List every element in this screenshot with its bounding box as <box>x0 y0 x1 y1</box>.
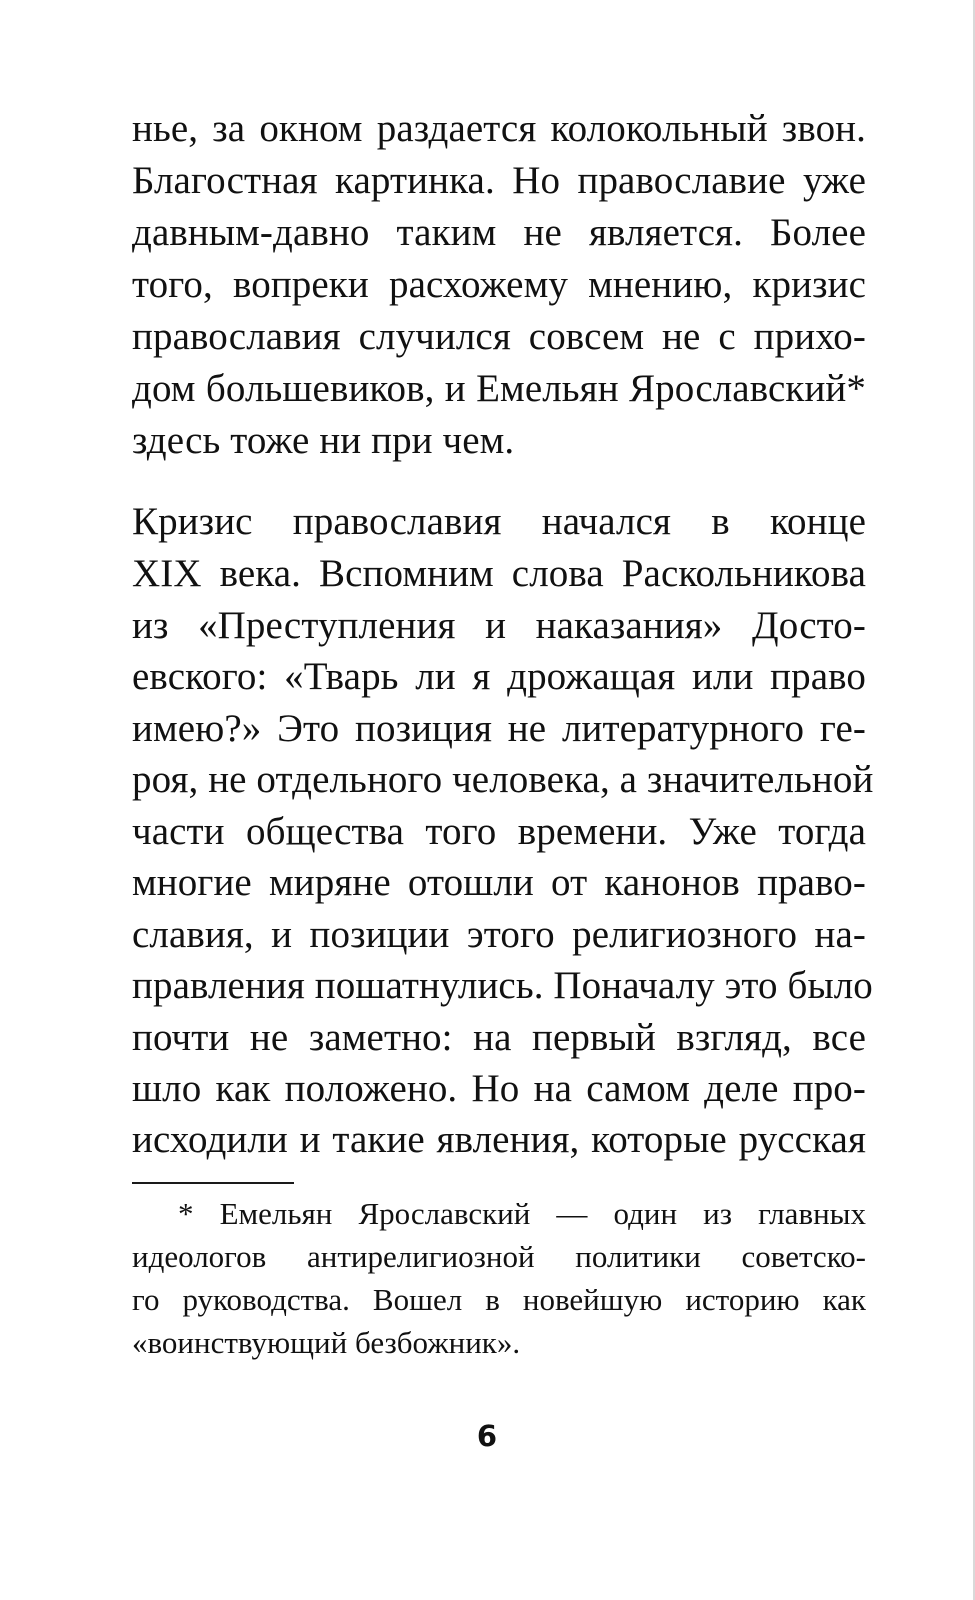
text-line: из «Преступления и наказания» Досто- <box>132 604 866 647</box>
text-line: нье, за окном раздается колокольный звон. <box>132 107 866 150</box>
text-line: славия, и позиции этого религиозного на- <box>132 913 866 956</box>
footnote-line: «воинствующий безбожник». <box>132 1325 521 1360</box>
text-line: православия случился совсем не с прихо- <box>132 315 866 358</box>
text-line: давным-давно таким не является. Более <box>132 211 866 254</box>
text-line: почти не заметно: на первый взгляд, все <box>132 1016 866 1059</box>
footnote-line: * Емельян Ярославский — один из главных <box>178 1196 866 1231</box>
footnote-divider <box>132 1182 294 1184</box>
text-line: исходили и такие явления, которые русская <box>132 1118 866 1161</box>
text-line: роя, не отдельного человека, а значительной <box>132 758 874 801</box>
footnote-line: идеологов антирелигиозной политики советско- <box>132 1239 866 1274</box>
text-line: Кризис православия начался в конце <box>132 500 866 543</box>
text-line: шло как положено. Но на самом деле про- <box>132 1067 866 1110</box>
footnote-line: го руководства. Вошел в новейшую историю как <box>132 1282 866 1317</box>
text-line: правления пошатнулись. Поначалу это было <box>132 964 873 1007</box>
text-line: части общества того времени. Уже тогда <box>132 810 866 853</box>
text-line: имею?» Это позиция не литературного ге- <box>132 707 866 750</box>
text-line: дом большевиков, и Емельян Ярославский* <box>132 367 866 410</box>
page-number: 6 <box>476 1419 498 1453</box>
text-line: здесь тоже ни при чем. <box>132 419 515 462</box>
text-line: того, вопреки расхожему мнению, кризис <box>132 263 866 306</box>
text-line: XIX века. Вспомним слова Раскольникова <box>132 552 866 595</box>
text-line: евского: «Тварь ли я дрожащая или право <box>132 655 866 698</box>
text-line: Благостная картинка. Но православие уже <box>132 159 866 202</box>
text-line: многие миряне отошли от канонов право- <box>132 861 866 904</box>
